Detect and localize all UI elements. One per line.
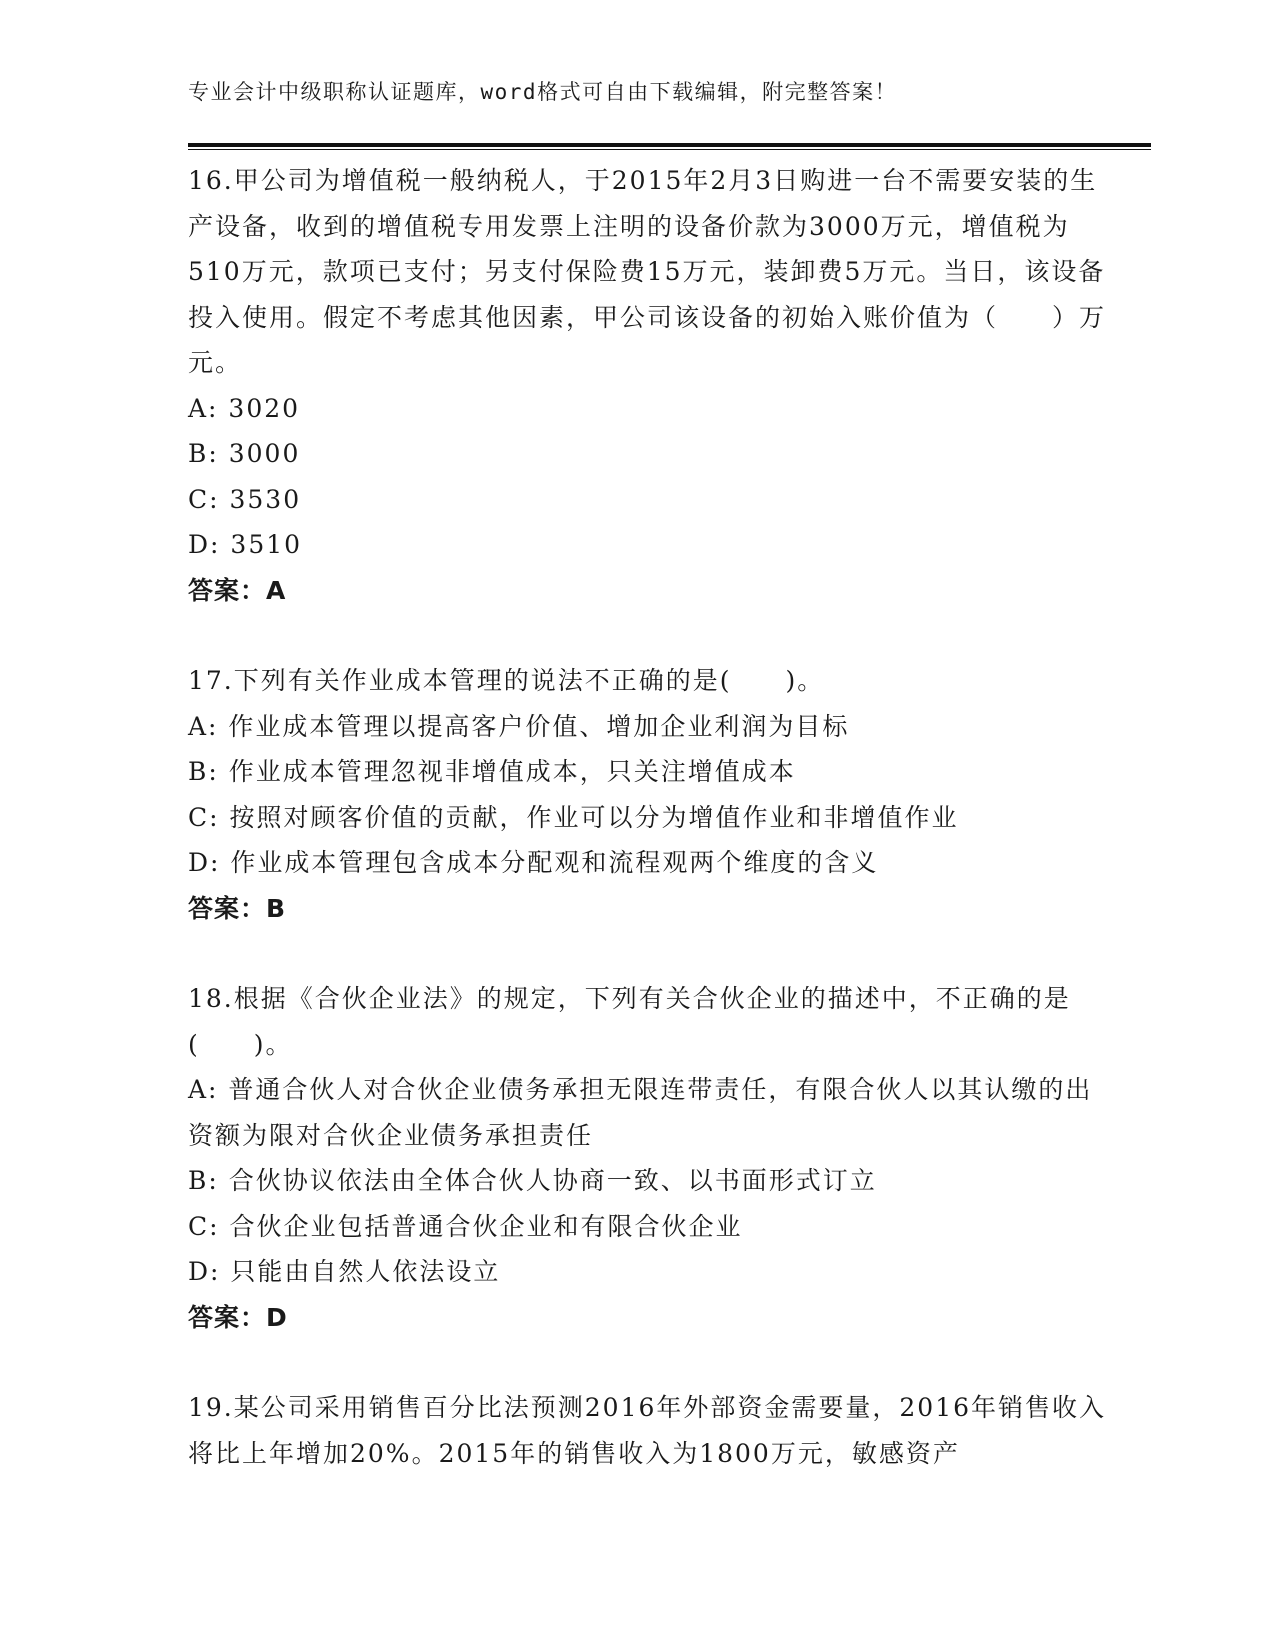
header-note: 专业会计中级职称认证题库，word格式可自由下载编辑，附完整答案！ (188, 80, 898, 104)
answer-label: 答案：A (188, 575, 287, 605)
question-list (188, 158, 1118, 1521)
question-17 (188, 658, 1118, 931)
option-d: D: 作业成本管理包含成本分配观和流程观两个维度的含义 (188, 848, 879, 877)
option-d: D: 3510 (188, 530, 303, 559)
option-b: B: 3000 (188, 439, 301, 468)
header-rule-thick (188, 143, 1151, 147)
option-b: B: 作业成本管理忽视非增值成本，只关注增值成本 (188, 757, 796, 786)
option-a: A: 作业成本管理以提高客户价值、增加企业利润为目标 (188, 711, 850, 741)
question-19 (188, 1385, 1118, 1476)
answer-label: 答案：D (188, 1302, 288, 1332)
question-18 (188, 976, 1118, 1340)
option-b: B: 合伙协议依法由全体合伙人协商一致、以书面形式订立 (188, 1166, 877, 1195)
question-stem: 17.下列有关作业成本管理的说法不正确的是( )。 (188, 666, 825, 695)
option-d: D: 只能由自然人依法设立 (188, 1257, 501, 1286)
header-rule-thin (188, 149, 1151, 150)
option-c: C: 合伙企业包括普通合伙企业和有限合伙企业 (188, 1211, 743, 1241)
option-a: A: 普通合伙人对合伙企业债务承担无限连带责任，有限合伙人以其认缴的出资额为限对合伙企业债务承担责任 (188, 1075, 1093, 1150)
question-stem: 16.甲公司为增值税一般纳税人，于2015年2月3日购进一台不需要安装的生产设备，收到的增值税专用发票上注明的设备价款为3000万元，增值税为510万元，款项已支付；另支付保险费15万元，装卸费5万元。当日，该设备投入使用。假定不考虑其他因素，甲公司该设备的初始入账价值为（ ）万元。 (188, 166, 1107, 377)
option-a: A: 3020 (188, 393, 301, 423)
answer-label: 答案：B (188, 893, 287, 923)
option-c: C: 按照对顾客价值的贡献，作业可以分为增值作业和非增值作业 (188, 802, 959, 832)
question-stem: 18.根据《合伙企业法》的规定，下列有关合伙企业的描述中，不正确的是( )。 (188, 984, 1071, 1059)
option-c: C: 3530 (188, 484, 302, 514)
question-16 (188, 158, 1118, 613)
question-stem: 19.某公司采用销售百分比法预测2016年外部资金需要量，2016年销售收入将比上年增加20%。2015年的销售收入为1800万元，敏感资产 (188, 1393, 1107, 1468)
